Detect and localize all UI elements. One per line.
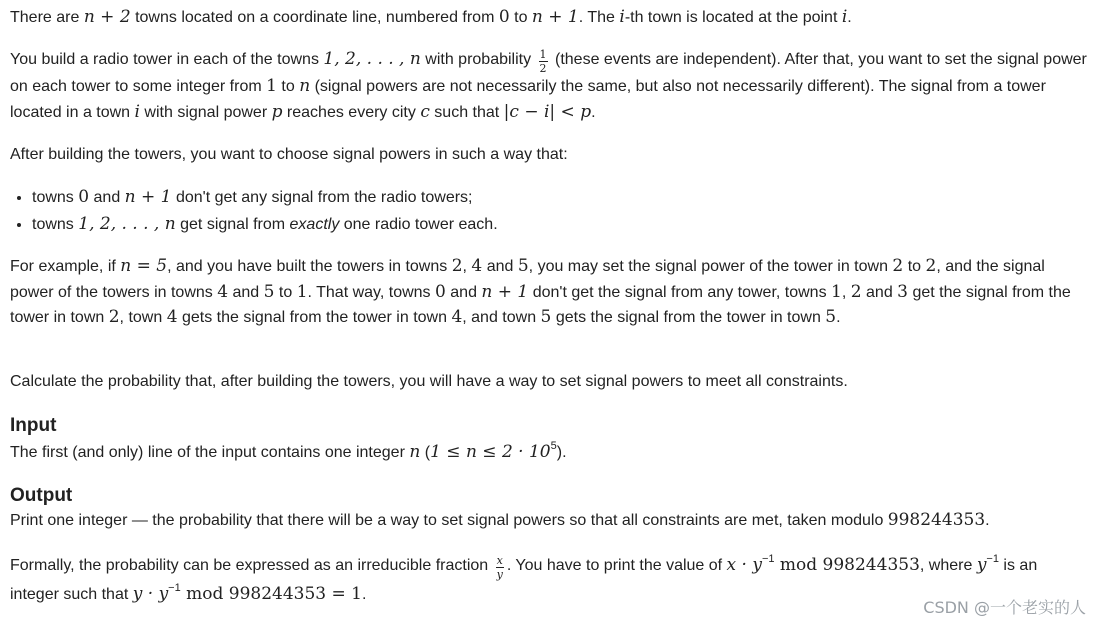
text: and (482, 258, 518, 275)
text: such that (429, 103, 504, 121)
text: to (276, 78, 300, 95)
paragraph-choose-powers: After building the towers, you want to choose signal powers in such a way that: (10, 146, 568, 163)
math: 1 (296, 281, 308, 302)
superscript: 5 (550, 440, 557, 452)
text: . (985, 512, 990, 529)
text: The first (and only) line of the input contains one integer (10, 444, 410, 461)
math: 0 (498, 7, 510, 27)
math: 1, 2, . . . , n (78, 214, 176, 234)
text: and (861, 283, 898, 301)
paragraph-example (10, 254, 1085, 331)
text: Formally, the probability can be expressed as an irreducible fraction (10, 557, 493, 574)
math: p (271, 101, 283, 122)
text: to (903, 258, 926, 275)
math: 2 (892, 256, 904, 276)
text: . (836, 309, 841, 326)
text: , and you have built the towers in towns (167, 258, 452, 275)
math: i (841, 7, 848, 27)
math: 1 (831, 281, 842, 302)
text: . (361, 586, 367, 603)
emphasis: exactly (289, 216, 340, 233)
text: . You have to print the value of (506, 557, 727, 574)
text: with signal power (139, 103, 272, 121)
math: y (976, 555, 987, 575)
text: , and the signal power of the towers in towns (10, 258, 1045, 301)
math: 5 (517, 256, 529, 276)
text: ). (556, 444, 567, 461)
math: 1 (266, 76, 277, 96)
superscript: −1 (168, 582, 181, 594)
fraction-one-half (539, 49, 548, 74)
math: 4 (471, 256, 483, 276)
math: n = 5 (120, 256, 168, 276)
math: 2 (850, 281, 862, 302)
text: don't get any signal from the radio towers; (171, 189, 473, 206)
text: . The (578, 9, 620, 26)
text: to (509, 9, 532, 26)
math: x · y (726, 555, 762, 575)
text: , town (119, 309, 167, 326)
text: don't get the signal from any tower, towns (528, 283, 832, 301)
text: . (847, 9, 852, 26)
superscript: −1 (986, 553, 999, 565)
math: 2 (925, 256, 937, 276)
fraction-numerator: 1 (539, 48, 547, 61)
math: 4 (166, 307, 178, 327)
paragraph-intro (10, 5, 1090, 31)
output-description (10, 508, 1090, 534)
text: and (89, 189, 125, 206)
math: 5 (825, 307, 837, 327)
text: There are (10, 9, 84, 26)
math: 1 ≤ n ≤ 2 · 10 (430, 442, 551, 462)
math: 5 (540, 307, 552, 327)
math: 2 (451, 256, 463, 276)
math: 0 (78, 187, 90, 207)
text: ( (420, 444, 431, 461)
text: with probability (420, 51, 536, 68)
text: , you may set the signal power of the tower in town (528, 258, 893, 275)
math: 4 (217, 281, 229, 302)
text: -th town is located at the point (624, 9, 842, 26)
text: get signal from (175, 216, 290, 233)
constraints-list (10, 184, 1092, 238)
watermark: CSDN @一个老实的人 (923, 598, 1086, 617)
text: . (591, 103, 596, 121)
paragraph-calculate: Calculate the probability that, after building the towers, you will have a way to set signal powers to meet all constraints. (10, 373, 848, 390)
list-item (32, 184, 1092, 211)
math: n (409, 442, 421, 462)
output-heading: Output (10, 485, 73, 506)
text: and (445, 283, 482, 301)
fraction-numerator: x (496, 554, 503, 567)
text: , and town (462, 309, 541, 326)
text: For example, if (10, 258, 121, 275)
text: is an integer such that (10, 557, 1038, 603)
text: get the signal from the tower in town (10, 283, 1071, 326)
math: n + 1 (531, 7, 579, 27)
math: 3 (897, 281, 908, 302)
math: n + 1 (124, 187, 172, 207)
text: , (841, 283, 851, 301)
input-description (10, 440, 1090, 466)
fraction-x-over-y (496, 555, 504, 580)
math: c (420, 101, 430, 122)
math: n (299, 76, 311, 96)
text: , (462, 258, 472, 275)
text: gets the signal from the tower in town (177, 309, 452, 326)
text: and (228, 283, 264, 301)
math: i (619, 7, 625, 27)
text: Print one integer — the probability that there will be a way to set signal powers so that all constraints are met, taken modulo (10, 512, 888, 529)
math: 0 (435, 281, 446, 302)
math: y · y (132, 584, 169, 604)
math: n + 2 (83, 7, 131, 27)
math: 4 (451, 307, 463, 327)
text: towns located on a coordinate line, numbered from (130, 9, 499, 26)
math: 2 (108, 307, 120, 327)
text: (these events are independent). After that, you want to set the signal power on each tower to some integer from (10, 51, 1087, 95)
math: 998244353 (887, 510, 986, 530)
math: 5 (263, 281, 275, 302)
text: towns (32, 189, 79, 206)
text: You build a radio tower in each of the towns (10, 51, 324, 68)
text: reaches every city (282, 103, 421, 121)
math: mod 998244353 (774, 555, 920, 575)
math: mod 998244353 = 1 (180, 584, 362, 604)
text: towns (32, 216, 79, 233)
math: i (134, 101, 140, 122)
fraction-denominator: 2 (539, 62, 547, 75)
math: 1, 2, . . . , n (323, 49, 421, 69)
text: one radio tower each. (339, 216, 498, 233)
paragraph-towers (10, 47, 1090, 125)
math: n + 1 (481, 281, 529, 302)
fraction-denominator: y (496, 568, 503, 581)
input-heading: Input (10, 415, 57, 436)
text: to (274, 283, 297, 301)
text: gets the signal from the tower in town (551, 309, 826, 326)
superscript: −1 (761, 553, 775, 565)
text: (signal powers are not necessarily the same, but also not necessarily different). The signal from a tower located in a town (10, 78, 1046, 121)
text: . That way, towns (307, 283, 435, 301)
list-item (32, 211, 1092, 238)
math: |c − i| < p (503, 101, 592, 122)
text: , where (919, 557, 977, 574)
